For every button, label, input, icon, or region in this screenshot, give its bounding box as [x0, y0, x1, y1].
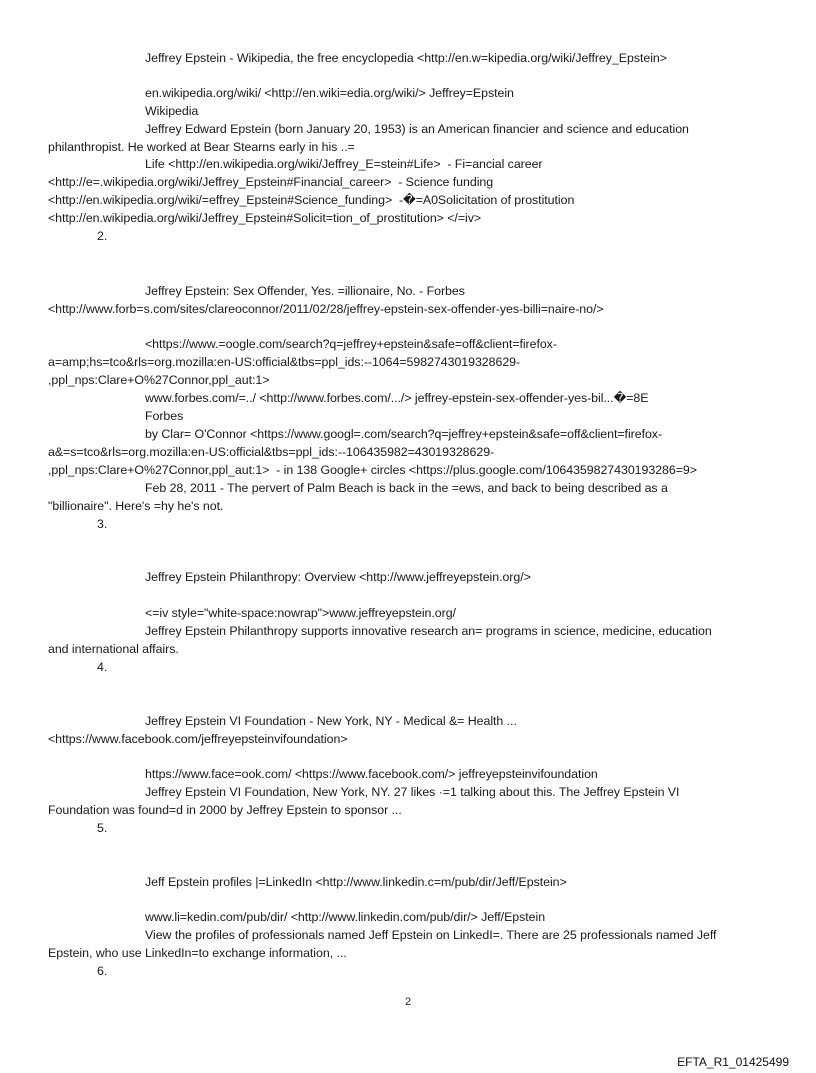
list-number: 2. [97, 229, 108, 243]
result-2-link: <https://www.=oogle.com/search?q=jeffrey+epstein&safe=off&client=firefox- [145, 337, 557, 351]
list-number: 4. [97, 660, 108, 674]
result-2-title-cont: <http://www.forb=s.com/sites/clareoconnor/2011/02/28/jeffrey-epstein-sex-offender-yes-billi=naire-no/> [48, 302, 604, 316]
result-2-url: www.forbes.com/=../ <http://www.forbes.com/.../> jeffrey-epstein-sex-offender-yes-bil...�=8E [145, 391, 649, 405]
result-2-snippet-cont: "billionaire". Here's =hy he's not. [48, 499, 224, 513]
result-2-source: Forbes [145, 409, 184, 423]
result-5-snippet: View the profiles of professionals named Jeff Epstein on LinkedI=. There are 25 professionals named Jeff [145, 928, 717, 942]
result-2-link-cont: a=amp;hs=tco&rls=org.mozilla:en-US:official&tbs=ppl_ids:--1064=5982743019328629- [48, 355, 521, 369]
result-1-sitelinks-cont: <http://en.wikipedia.org/wiki/Jeffrey_Epstein#Solicit=tion_of_prostitution> </=iv> [48, 211, 482, 225]
result-2-link-cont: ,ppl_nps:Clare+O%27Connor,ppl_aut:1> [48, 373, 270, 387]
result-1-snippet-cont: philanthropist. He worked at Bear Stearns early in his ..= [48, 140, 355, 154]
result-4-snippet: Jeffrey Epstein VI Foundation, New York, NY. 27 likes ·=1 talking about this. The Jeffrey Epstein VI [145, 785, 680, 799]
result-1-sitelinks: Life <http://en.wikipedia.org/wiki/Jeffrey_E=stein#Life> - Fi=ancial career [145, 157, 543, 171]
result-1-sitelinks-cont: <http://e=.wikipedia.org/wiki/Jeffrey_Epstein#Financial_career> - Science funding [48, 175, 494, 189]
result-3-snippet: Jeffrey Epstein Philanthropy supports innovative research an= programs in science, medicine, education [145, 624, 712, 638]
result-1-sitelinks-cont: <http://en.wikipedia.org/wiki/=effrey_Epstein#Science_funding> -�=A0Solicitation of prostitution [48, 193, 575, 207]
result-4-title-cont: <https://www.facebook.com/jeffreyepsteinvifoundation> [48, 732, 348, 746]
result-1-snippet: Jeffrey Edward Epstein (born January 20, 1953) is an American financier and science and education [145, 122, 689, 136]
result-4-url: https://www.face=ook.com/ <https://www.facebook.com/> jeffreyepsteinvifoundation [145, 767, 598, 781]
list-number: 6. [97, 964, 108, 978]
result-2-author: by Clar= O'Connor <https://www.googl=.com/search?q=jeffrey+epstein&safe=off&client=firefox- [145, 427, 663, 441]
result-1-url: en.wikipedia.org/wiki/ <http://en.wiki=edia.org/wiki/> Jeffrey=Epstein [145, 86, 514, 100]
result-2-title: Jeffrey Epstein: Sex Offender, Yes. =illionaire, No. - Forbes [145, 284, 465, 298]
list-number: 5. [97, 821, 108, 835]
page-number: 2 [404, 996, 412, 1008]
result-1-title: Jeffrey Epstein - Wikipedia, the free encyclopedia <http://en.w=kipedia.org/wiki/Jeffrey_Epstein> [145, 51, 667, 65]
document-id-footer: EFTA_R1_01425499 [677, 1055, 789, 1069]
result-4-title: Jeffrey Epstein VI Foundation - New York, NY - Medical &= Health ... [145, 714, 517, 728]
result-2-snippet: Feb 28, 2011 - The pervert of Palm Beach is back in the =ews, and back to being described as a [145, 481, 668, 495]
result-5-url: www.li=kedin.com/pub/dir/ <http://www.linkedin.com/pub/dir/> Jeff/Epstein [145, 910, 546, 924]
result-2-author-cont: a&=s=tco&rls=org.mozilla:en-US:official&tbs=ppl_ids:--106435982=43019328629- [48, 445, 495, 459]
result-5-snippet-cont: Epstein, who use LinkedIn=to exchange information, ... [48, 946, 347, 960]
result-2-author-cont: ,ppl_nps:Clare+O%27Connor,ppl_aut:1> - in 138 Google+ circles <https://plus.google.com/1064359827430193286=9> [48, 463, 697, 477]
result-1-source: Wikipedia [145, 104, 199, 118]
result-3-title: Jeffrey Epstein Philanthropy: Overview <http://www.jeffreyepstein.org/> [145, 570, 531, 584]
list-number: 3. [97, 517, 108, 531]
result-5-title: Jeff Epstein profiles |=LinkedIn <http://www.linkedin.c=m/pub/dir/Jeff/Epstein> [145, 875, 567, 889]
result-3-url: <=iv style="white-space:nowrap">www.jeffreyepstein.org/ [145, 606, 456, 620]
result-4-snippet-cont: Foundation was found=d in 2000 by Jeffrey Epstein to sponsor ... [48, 803, 402, 817]
result-3-snippet-cont: and international affairs. [48, 642, 179, 656]
